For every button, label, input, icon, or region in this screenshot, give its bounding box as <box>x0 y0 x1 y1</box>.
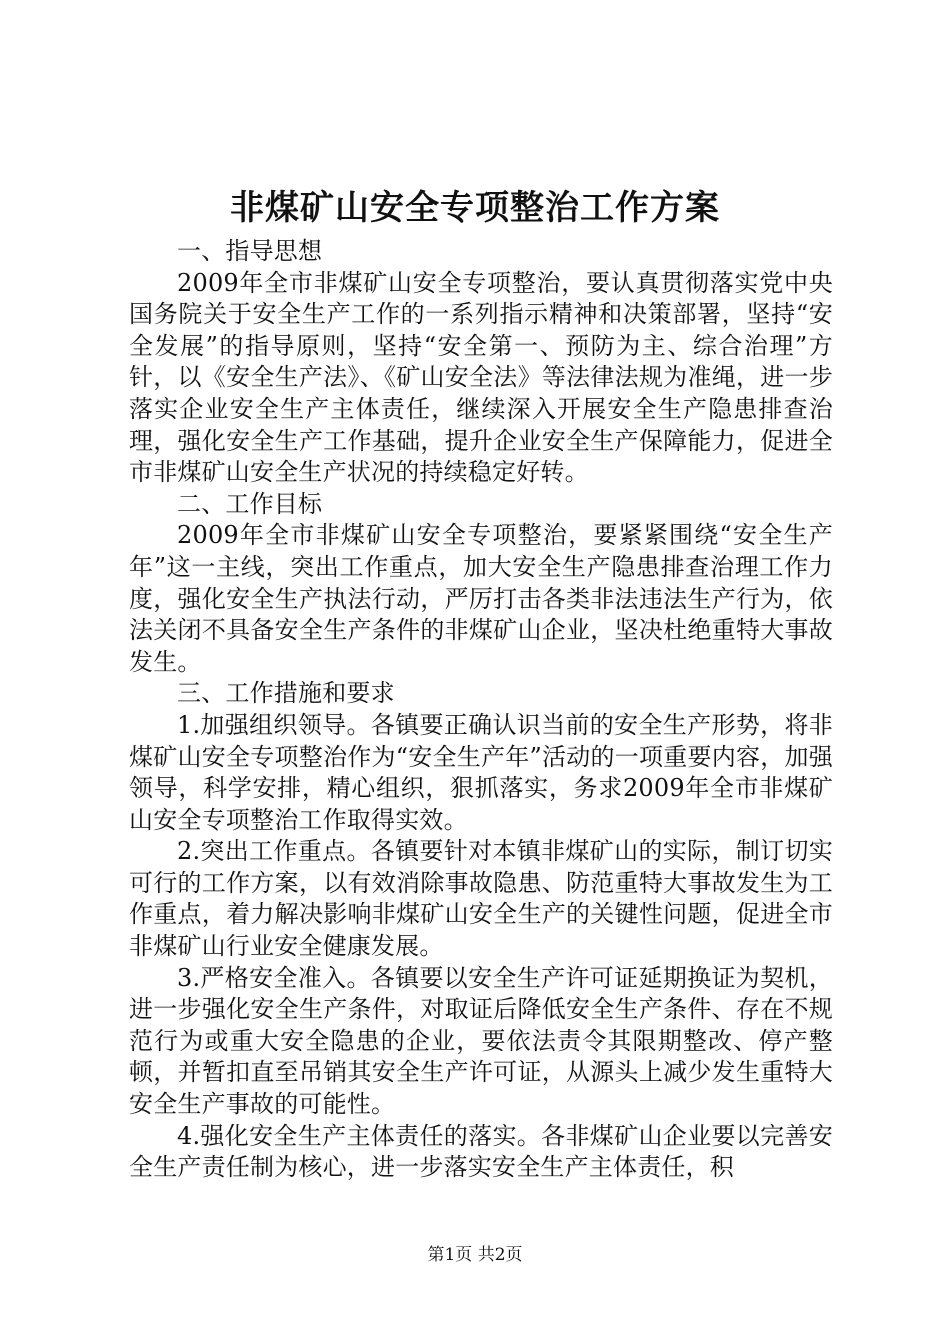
section-heading-work-objectives: 二、工作目标 <box>177 489 323 518</box>
section-heading-guiding-ideology: 一、指导思想 <box>177 237 323 265</box>
document-body <box>129 236 833 1184</box>
section-heading-measures: 三、工作措施和要求 <box>177 679 395 708</box>
document-title: 非煤矿山安全专项整治工作方案 <box>230 188 720 228</box>
paragraph-measure-4: 4.强化安全生产主体责任的落实。各非煤矿山企业要以完善安全生产责任制为核心，进一步落实安全生产主体责任，积 <box>129 1121 833 1182</box>
page-footer: 第1页 共2页 <box>427 1245 523 1265</box>
paragraph-guiding-ideology: 2009年全市非煤矿山安全专项整治，要认真贯彻落实党中央国务院关于安全生产工作的一系列指示精神和决策部署，坚持“安全发展”的指导原则，坚持“安全第一、预防为主、综合治理”方针，以《安全生产法》、《矿山安全法》等法律法规为准绳，进一步落实企业安全生产主体责任，继续深入开展安全生产隐患排查治理，强化安全生产工作基础，提升企业安全生产保障能力，促进全市非煤矿山安全生产状况的持续稳定好转。 <box>129 268 833 487</box>
paragraph-measure-3: 3.严格安全准入。各镇要以安全生产许可证延期换证为契机，进一步强化安全生产条件，对取证后降低安全生产条件、存在不规范行为或重大安全隐患的企业，要依法责令其限期整改、停产整顿，并暂扣直至吊销其安全生产许可证，从源头上减少发生重特大安全生产事故的可能性。 <box>129 963 833 1119</box>
paragraph-measure-2: 2.突出工作重点。各镇要针对本镇非煤矿山的实际，制订切实可行的工作方案，以有效消除事故隐患、防范重特大事故发生为工作重点，着力解决影响非煤矿山安全生产的关键性问题，促进全市非煤矿山行业安全健康发展。 <box>129 837 833 961</box>
paragraph-work-objectives: 2009年全市非煤矿山安全专项整治，要紧紧围绕“安全生产年”这一主线，突出工作重点，加大安全生产隐患排查治理工作力度，强化安全生产执法行动，严厉打击各类非法违法生产行为，依法关闭不具备安全生产条件的非煤矿山企业，坚决杜绝重特大事故发生。 <box>129 521 833 676</box>
paragraph-measure-1: 1.加强组织领导。各镇要正确认识当前的安全生产形势，将非煤矿山安全专项整治作为“安全生产年”活动的一项重要内容，加强领导，科学安排，精心组织，狠抓落实，务求2009年全市非煤矿山安全专项整治工作取得实效。 <box>129 710 833 834</box>
